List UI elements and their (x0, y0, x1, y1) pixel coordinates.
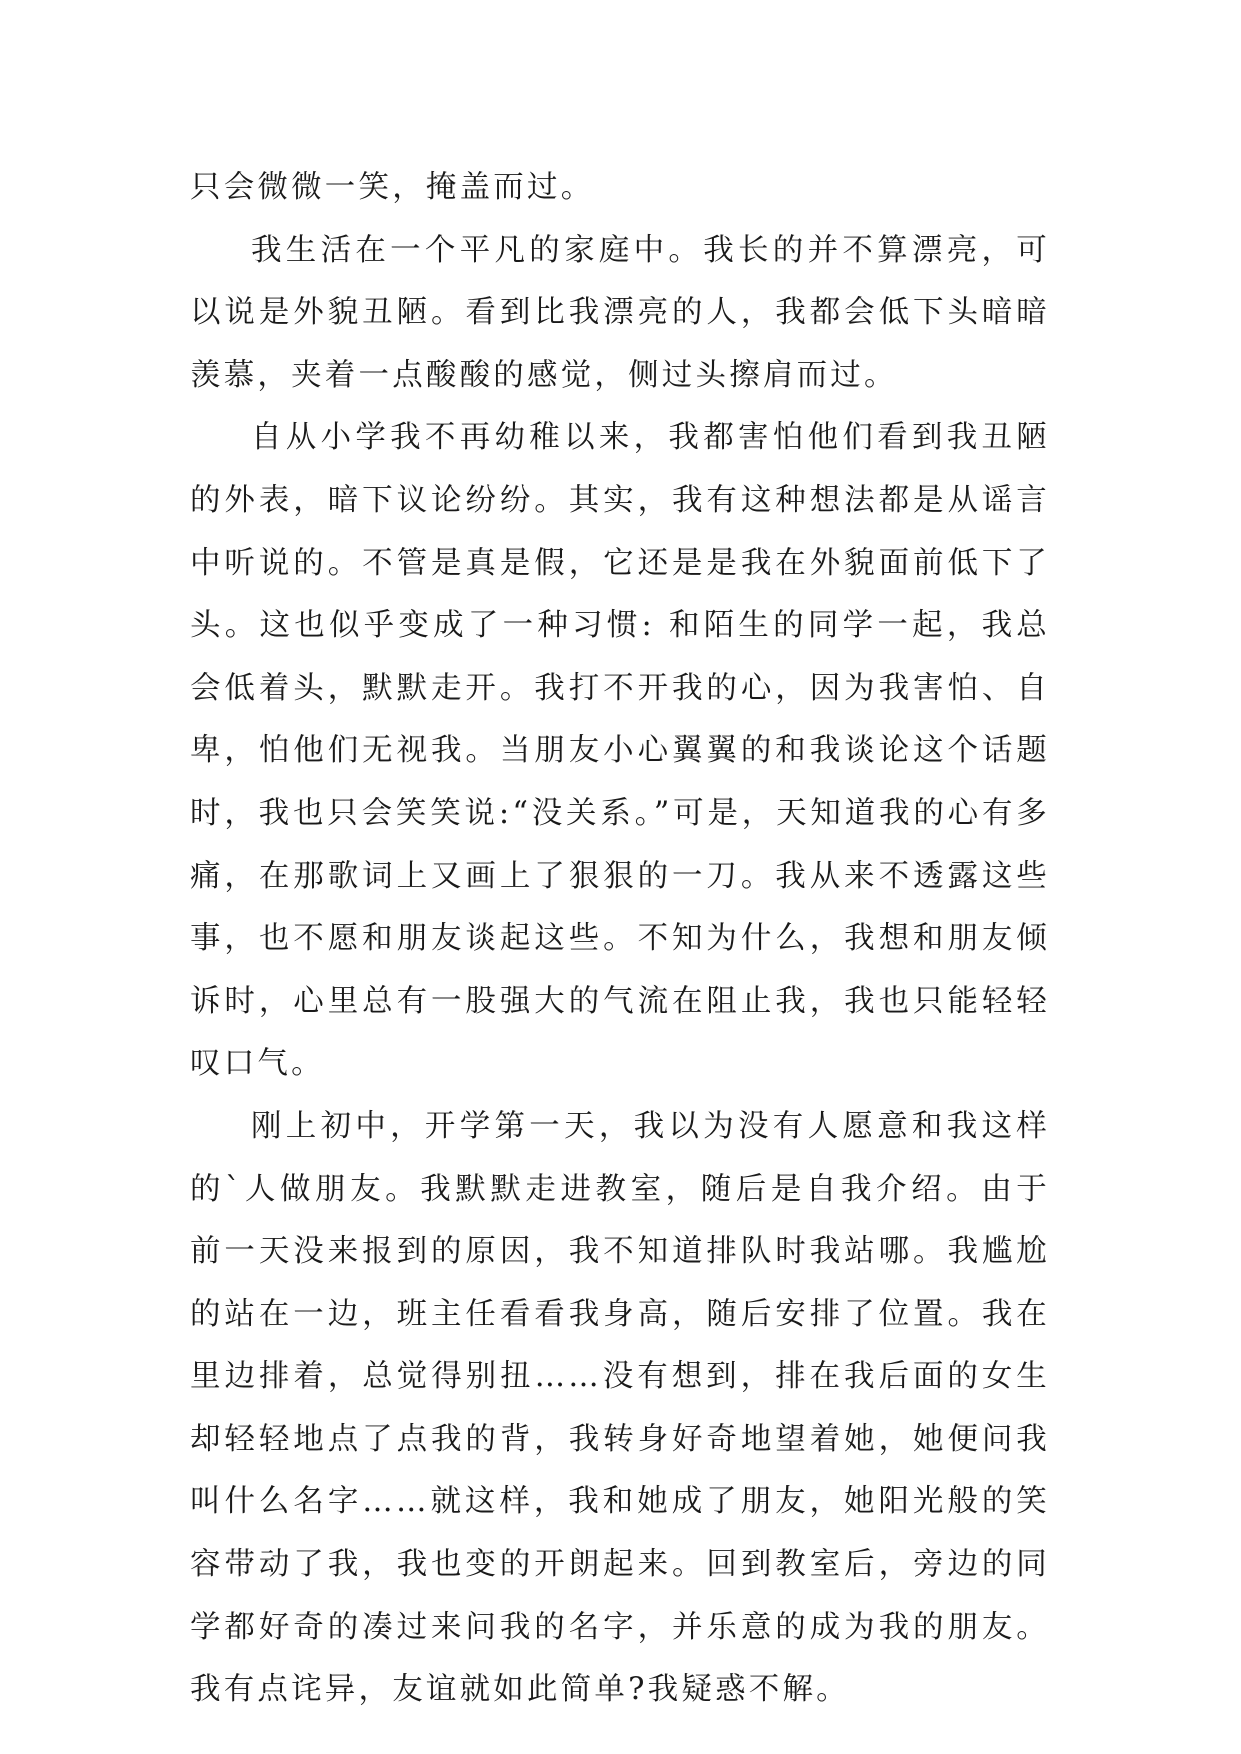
paragraph-2: 我生活在一个平凡的家庭中。我长的并不算漂亮，可以说是外貌丑陋。看到比我漂亮的人，我都会低下头暗暗羡慕，夹着一点酸酸的感觉，侧过头擦肩而过。 (190, 232, 1050, 393)
paragraph-1: 只会微微一笑，掩盖而过。 (190, 170, 595, 205)
paragraph-3: 自从小学我不再幼稚以来，我都害怕他们看到我丑陋的外表，暗下议论纷纷。其实，我有这种想法都是从谣言中听说的。不管是真是假，它还是是我在外貌面前低下了头。这也似乎变成了一种习惯: 和陌生的同学一起，我总会低着头，默默走开。我打不开我的心，因为我害怕、自卑，怕他们无视我。当朋友小心翼翼的和我谈论这个话题时，我也只会笑笑说:“没关系。”可是，天知道我的心有多痛，在那歌词上又画上了狠狠的一刀。我从来不透露这些事，也不愿和朋友谈起这些。不知为什么，我想和朋友倾诉时，心里总有一股强大的气流在阻止我，我也只能轻轻叹口气。 (190, 420, 1051, 1082)
paragraph-4: 刚上初中，开学第一天，我以为没有人愿意和我这样的`人做朋友。我默默走进教室，随后是自我介绍。由于前一天没来报到的原因，我不知道排队时我站哪。我尴尬的站在一边，班主任看看我身高，随后安排了位置。我在里边排着，总觉得别扭……没有想到，排在我后面的女生却轻轻地点了点我的背，我转身好奇地望着她，她便问我叫什么名字……就这样，我和她成了朋友，她阳光般的笑容带动了我，我也变的开朗起来。回到教室后，旁边的同学都好奇的凑过来问我的名字，并乐意的成为我的朋友。我有点诧异，友谊就如此简单?我疑惑不解。 (190, 1108, 1050, 1708)
body-text (190, 157, 1050, 1722)
